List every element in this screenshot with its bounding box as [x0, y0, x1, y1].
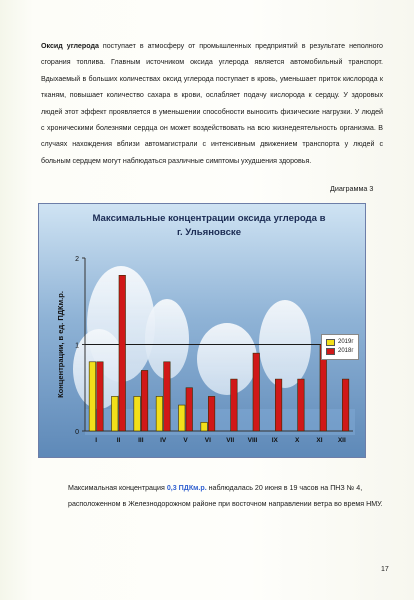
paragraph-text: поступает в атмосферу от промышленных предприятий в результате неполного сгорания топлива. Главным источником оксида углерода является автомобильный транспорт. Вдыхаемый в больших количествах оксид углерода поступает в кровь, уменьшает приток кислорода к тканям, повышает количество сахара в крови, ослабляет подачу кислорода к сердцу. У здоровых людей этот эффект проявляется в уменьшении способности выносить физические нагрузки. У людей с хроническими болезнями сердца он может воздействовать на всю жизнедеятельность организма. В случаях нахождения вблизи автомагистрали с интенсивным движением транспорта у людей с больным сердцем могут наблюдаться различные симптомы ухудшения здоровья.	[41, 42, 383, 165]
bar-2018г-I	[97, 362, 104, 431]
x-tick-label: VIII	[247, 437, 258, 444]
x-tick-label: X	[294, 437, 300, 444]
bar-2019г-V	[179, 405, 186, 431]
x-tick-label: XI	[316, 437, 323, 444]
y-tick-label: 1	[75, 342, 79, 350]
bar-2018г-II	[119, 275, 126, 431]
body-paragraph	[41, 38, 383, 169]
chart-legend	[321, 334, 359, 360]
legend-swatch-2019	[326, 339, 335, 346]
chart-caption	[68, 480, 390, 513]
chart-title: Максимальные концентрации оксида углерода в г. Ульяновске	[92, 213, 326, 238]
y-axis-label: Концентрации, в ед. ПДКм.р.	[56, 291, 65, 398]
legend-label-2019: 2019г	[338, 339, 354, 345]
legend-swatch-2018	[326, 348, 335, 355]
y-tick-label: 2	[75, 256, 79, 263]
chart-container	[38, 203, 366, 458]
bar-2019г-II	[112, 396, 119, 431]
bold-lead-term: Оксид углерода	[41, 42, 99, 50]
x-tick-label: VII	[226, 437, 235, 444]
bar-2018г-V	[186, 388, 193, 431]
page-number: 17	[381, 566, 389, 573]
bar-2018г-X	[298, 379, 305, 431]
x-tick-label: VI	[204, 437, 211, 444]
bar-2018г-IV	[164, 362, 171, 431]
legend-item-2019	[326, 338, 354, 347]
caption-highlight-value: 0,3 ПДКм.р.	[166, 484, 207, 492]
legend-item-2018	[326, 347, 354, 356]
x-tick-label: XII	[337, 437, 346, 444]
x-tick-label: III	[138, 437, 144, 444]
bar-2019г-IV	[156, 396, 163, 431]
caption-text-start: Максимальная концентрация	[68, 484, 167, 492]
bar-2018г-VII	[231, 379, 238, 431]
bar-2019г-VI	[201, 422, 208, 431]
x-tick-label: II	[116, 437, 121, 444]
bar-2018г-VIII	[253, 353, 260, 431]
x-tick-label: IV	[160, 437, 167, 444]
bar-2018г-XII	[342, 379, 349, 431]
x-tick-label: I	[95, 437, 98, 444]
x-tick-label: IX	[271, 437, 278, 444]
legend-label-2018: 2018г	[338, 348, 354, 354]
bar-2019г-III	[134, 396, 141, 431]
bar-2018г-III	[141, 370, 148, 431]
bar-2019г-I	[89, 362, 96, 431]
y-tick-label: 0	[75, 429, 79, 436]
bar-2018г-VI	[208, 396, 215, 431]
caption-text-end: наблюдалась 20 июня в 19 часов на ПНЗ № 4, расположенном в Железнодорожном районе при восточном направлении ветра во время НМУ.	[68, 484, 383, 509]
diagram-label: Диаграмма 3	[330, 184, 374, 193]
x-tick-label: V	[183, 437, 188, 444]
bar-2018г-IX	[275, 379, 282, 431]
chart-svg	[39, 204, 365, 457]
